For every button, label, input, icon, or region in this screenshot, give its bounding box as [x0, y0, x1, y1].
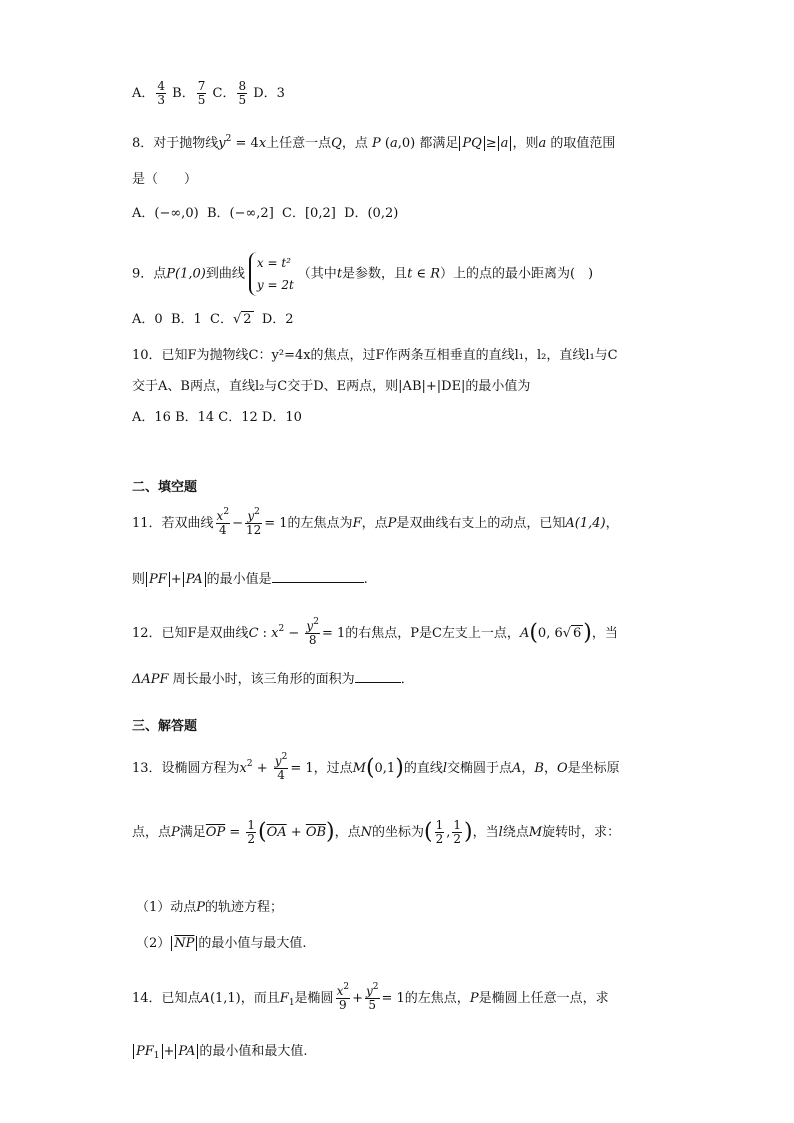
question-10-options: A．16 B．14 C．12 D．10 [132, 410, 302, 425]
question-12: 12．已知F是双曲线C : $x^2$ − $\frac{y^2}{8}$ = 1的右焦点，P是C左支上一点，A(0, 6√ 6)，当 [132, 617, 618, 647]
option-a-label: A． [132, 86, 155, 101]
question-13-part2: （2） $\overline{NP}$ 的最小值与最大值. [136, 936, 307, 951]
option-d-label: D．3 [253, 86, 285, 101]
question-8-line2: 是（ ） [132, 172, 198, 187]
question-13: 13．设椭圆方程为$x^2$ + $\frac{y^2}{4}$ = 1，过点M(0,1)的直线l交椭圆于点A，B，O是坐标原 [132, 752, 620, 782]
question-8: 8．对于抛物线$y^2 = 4x$上任意一点Q，点 P (a,0) 都满足 PQ ≥ a ，则a 的取值范围 [132, 134, 616, 151]
answer-blank[interactable] [272, 582, 364, 583]
question-14: 14．已知点A(1,1)，而且$F_1$是椭圆 $\frac{x^2}{9}$ + $\frac{y^2}{5}$ = 1的左焦点，P是椭圆上任意一点，求 [132, 982, 609, 1012]
fraction: $\frac{8}{5}$ [238, 79, 247, 107]
question-8-options: A．(−∞,0) B．(−∞,2] C．[0,2] D．(0,2) [132, 206, 399, 221]
option-c-label: C． [212, 86, 236, 101]
q7-options [132, 80, 285, 107]
question-14-line2: $PF_1$ + PA 的最小值和最大值. [132, 1042, 308, 1062]
answer-blank[interactable] [355, 682, 401, 683]
question-11-line2: 则 PF + PA 的最小值是 . [132, 572, 368, 587]
question-10-line2: 交于A、B两点，直线l₂与C交于D、E两点，则|AB|+|DE|的最小值为 [132, 379, 531, 394]
question-13-line2: 点，点P满足$\overline{OP}$ = $\frac{1}{2}$ $(\overline{OA} + \overline{OB})$，点N的坐标为( $\frac{1}{2}$ , $\frac{1}{2}$ )，当l绕点M旋转时，求： [132, 818, 621, 846]
question-12-line2: ΔAPF 周长最小时，该三角形的面积为 ． [132, 672, 414, 687]
question-10-line1: 10．已知F为抛物线C：y²=4x的焦点，过F作两条互相垂直的直线l₁，l₂，直线l₁与C [132, 348, 618, 363]
fraction: $\frac{4}{3}$ [157, 79, 166, 107]
question-11: 11．若双曲线 $\frac{x^2}{4}$ − $\frac{y^2}{12}$ = 1的左焦点为F，点P是双曲线右支上的动点，已知A(1,4)， [132, 507, 619, 537]
question-9: 9．点P(1,0)到曲线 x = t² y = 2t （其中t是参数，且t ∈ R）上的点的最小距离为( ) [132, 252, 593, 282]
question-9-options: A．0 B．1 C．√ 2 D．2 [132, 312, 294, 327]
section-heading-solutions: 三、解答题 [132, 719, 198, 734]
option-b-label: B． [172, 86, 195, 101]
parametric-system: x = t² y = 2t [249, 252, 294, 296]
fraction: $\frac{7}{5}$ [197, 79, 206, 107]
section-heading-fill-in: 二、填空题 [132, 480, 198, 495]
question-13-part1: （1）动点P的轨迹方程； [136, 900, 284, 915]
